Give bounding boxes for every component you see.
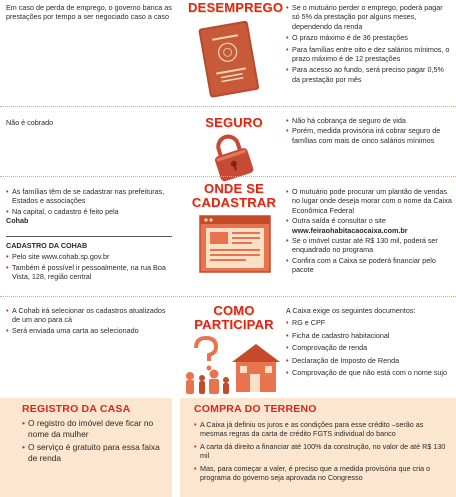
seguro-title: SEGURO (205, 115, 263, 130)
list-item: • O mutuário pode procurar um plantão de vendas no lugar onde deseja morar com o nome da Caixa Econômica Federal (286, 187, 452, 215)
list-item: • A Caixa já definiu os juros e as condições para esse crédito –serão as mesmas regras da carta de crédito FGTS individual do banco (194, 420, 450, 439)
list-item: • Comprovação de renda (286, 343, 452, 352)
participar-right-list (286, 306, 452, 377)
list-item: • Para famílias entre oito e dez salários mínimos, o prazo máximo é de 12 prestações (286, 45, 452, 64)
list-item: • Será enviada uma carta ao selecionado (6, 326, 172, 335)
registro-list (0, 415, 172, 463)
list-item: • Mas, para começar a valer, é preciso que a medida provisória que cria o programa do governo seja aprovada no Congresso (194, 464, 450, 483)
seguro-section (0, 108, 456, 178)
list-item: • Comprovação de que não está com o nome sujo (286, 368, 452, 377)
list-item: • Não há cobrança de seguro de vida (286, 116, 452, 125)
participar-title (186, 304, 282, 332)
participar-left-list (6, 306, 172, 335)
divider (0, 176, 456, 177)
participar-title-line1: COMO (213, 303, 255, 318)
list-item: • O serviço é gratuito para essa faixa de renda (22, 442, 166, 463)
cadastrar-title (186, 182, 282, 210)
work-card-icon (190, 14, 270, 106)
list-item: • Ficha de cadastro habitacional (286, 331, 452, 340)
list-item: • Outra saída é consultar o site (286, 216, 452, 225)
list-item: • As famílias têm de se cadastrar nas prefeituras, Estados e associações (6, 187, 178, 206)
cadastrar-title-line1: ONDE SE (204, 181, 264, 196)
terreno-panel (180, 398, 456, 497)
cadastrar-title-line2: CADASTRAR (191, 195, 277, 210)
list-item: • Porém, medida provisória irá cobrar seguro de famílias com mais de cinco salários mínimos (286, 126, 452, 145)
desemprego-section (0, 0, 456, 104)
feirao-site-link[interactable]: www.feiraohabitacaocaixa.com.br (292, 225, 408, 235)
list-item: • O registro do imóvel deve ficar no nome da mulher (22, 418, 166, 439)
seguro-right-list (286, 116, 452, 145)
cadastrar-left-list (6, 187, 178, 226)
cohab-box (6, 236, 172, 298)
list-item: • Confira com a Caixa se poderá financiar pelo pacote (286, 256, 452, 275)
participar-title-line2: PARTICIPAR (194, 317, 274, 332)
terreno-title: COMPRA DO TERRENO (194, 403, 317, 415)
cohab-box-title: CADASTRO DA COHAB (6, 241, 88, 250)
desemprego-right-list (286, 3, 452, 84)
browser-window-icon (198, 214, 272, 274)
list-item: • Se o mutuário perder o emprego, poderá pagar só 5% da prestação por alguns meses, dependendo da renda (286, 3, 452, 31)
list-item: • O prazo máximo é de 36 prestações (286, 33, 452, 42)
list-item (6, 207, 178, 216)
registro-title: REGISTRO DA CASA (22, 403, 131, 415)
registro-panel (0, 398, 172, 497)
list-item: • Para acesso ao fundo, será preciso pagar 0,5% da prestação por mês (286, 65, 452, 84)
desemprego-left-text: Em caso de perda de emprego, o governo banca as prestações por tempo a ser negociado caso a caso (6, 3, 172, 22)
list-item: • Também é possível ir pessoalmente, na rua Boa Vista, 128, região central (6, 263, 172, 282)
participar-section (0, 298, 456, 394)
family-house-icon (180, 334, 286, 394)
list-item: • A Cohab irá selecionar os cadastros atualizados de um ano para cá (6, 306, 172, 325)
list-item: • Pelo site www.cohab.sp.gov.br (6, 252, 172, 261)
cadastrar-section (0, 178, 456, 300)
desemprego-title: DESEMPREGO (188, 0, 284, 15)
participar-right-intro: A Caixa exige os seguintes documentos: (286, 306, 416, 315)
padlock-icon (206, 130, 258, 182)
seguro-left-text: Não é cobrado (6, 118, 54, 127)
list-item: • Se o imóvel custar até R$ 130 mil, poderá ser enquadrado no programa (286, 236, 452, 255)
list-item: • RG e CPF (286, 318, 452, 327)
cohab-label: Cohab (6, 216, 29, 226)
cadastrar-right-list (286, 187, 452, 275)
terreno-list (180, 415, 456, 482)
list-item: • A carta dá direito a financiar até 100% da construção, no valor de até R$ 130 mil (194, 442, 450, 461)
list-item-text: Na capital, o cadastro é feito pela (12, 206, 119, 216)
list-item: • Declaração de Imposto de Renda (286, 356, 452, 365)
divider (0, 106, 456, 107)
divider (0, 296, 456, 297)
